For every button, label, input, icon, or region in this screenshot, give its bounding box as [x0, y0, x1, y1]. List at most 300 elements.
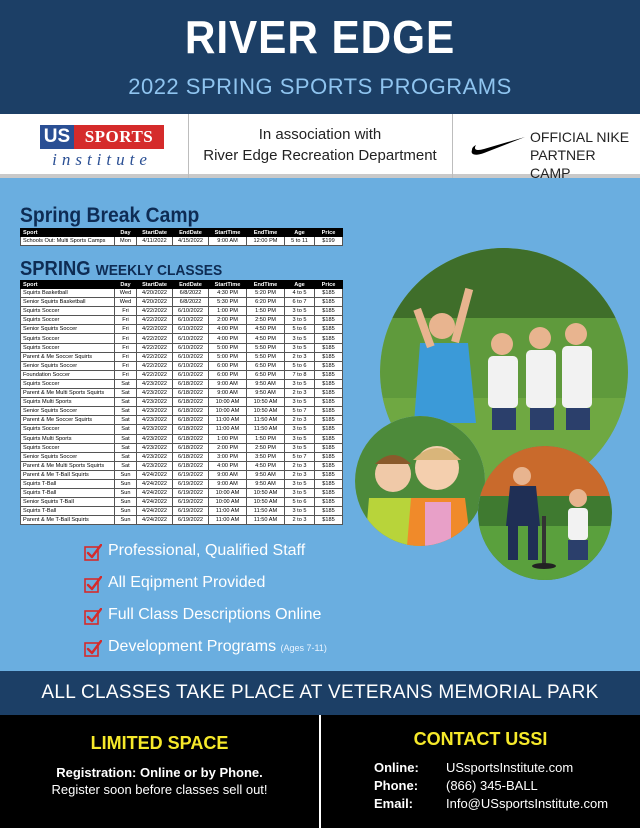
table-cell: 9:00 AM — [209, 389, 247, 398]
table-cell: Squirts T-Ball — [21, 479, 115, 488]
email-link[interactable]: Info@USsportsInstitute.com — [446, 796, 609, 811]
table-cell: 6/10/2022 — [173, 361, 209, 370]
contact-email-label: Email: — [374, 796, 414, 811]
table-cell: 5 to 7 — [285, 407, 315, 416]
logo-sports-text: SPORTS — [74, 125, 164, 149]
checkbox-check-icon — [84, 608, 102, 626]
table-cell: Senior Squirts Soccer — [21, 407, 115, 416]
tball-coaching-illustration — [478, 446, 612, 580]
table-row — [21, 379, 343, 388]
table-cell: 4/23/2022 — [137, 461, 173, 470]
band-divider — [188, 114, 189, 178]
contact-phone-label: Phone: — [374, 778, 419, 793]
table-row — [21, 425, 343, 434]
logo-institute-text: institute — [52, 150, 152, 169]
column-header: StartDate — [137, 281, 173, 289]
table-cell: 10:00 AM — [209, 489, 247, 498]
column-header: EndDate — [173, 281, 209, 289]
table-cell: $185 — [315, 425, 343, 434]
table-cell: 2 to 3 — [285, 470, 315, 479]
table-cell: 4/23/2022 — [137, 416, 173, 425]
table-cell: 4/23/2022 — [137, 398, 173, 407]
weekly-table-body — [21, 289, 343, 525]
table-cell: 6/8/2022 — [173, 289, 209, 298]
table-cell: 4/24/2022 — [137, 498, 173, 507]
table-cell: 6/19/2022 — [173, 507, 209, 516]
table-row — [21, 489, 343, 498]
table-cell: 10:00 AM — [209, 398, 247, 407]
table-cell: 4/11/2022 — [137, 237, 173, 246]
table-cell: Fri — [115, 307, 137, 316]
table-cell: 4/23/2022 — [137, 452, 173, 461]
table-cell: 4/22/2022 — [137, 325, 173, 334]
table-row — [21, 434, 343, 443]
table-cell: Sat — [115, 461, 137, 470]
table-cell: Squirts T-Ball — [21, 489, 115, 498]
column-header: Age — [285, 281, 315, 289]
table-cell: Senior Squirts Basketball — [21, 298, 115, 307]
table-cell: Squirts T-Ball — [21, 507, 115, 516]
logo-us-text: US — [40, 125, 74, 149]
table-cell: 3 to 5 — [285, 334, 315, 343]
tball-coaching-photo — [478, 446, 612, 580]
table-cell: 6/18/2022 — [173, 379, 209, 388]
table-cell: 6/18/2022 — [173, 398, 209, 407]
table-cell: 5 to 6 — [285, 325, 315, 334]
camp-section-title: Spring Break Camp — [20, 204, 200, 227]
table-cell: 5:00 PM — [209, 352, 247, 361]
table-cell: 6/19/2022 — [173, 498, 209, 507]
table-cell: Sun — [115, 489, 137, 498]
table-cell: 5 to 7 — [285, 452, 315, 461]
table-row — [21, 516, 343, 525]
table-cell: 4/20/2022 — [137, 289, 173, 298]
table-cell: 4:00 PM — [209, 334, 247, 343]
table-cell: 4/24/2022 — [137, 489, 173, 498]
nike-swoosh-icon — [470, 134, 526, 156]
table-cell: Sun — [115, 470, 137, 479]
table-cell: 5:50 PM — [247, 352, 285, 361]
table-cell: 3 to 5 — [285, 479, 315, 488]
table-cell: Fri — [115, 361, 137, 370]
feature-text: Development Programs — [108, 638, 277, 655]
table-cell: Sat — [115, 398, 137, 407]
table-row — [21, 407, 343, 416]
table-cell: $185 — [315, 452, 343, 461]
table-cell: Sat — [115, 389, 137, 398]
feature-note: (Ages 7-11) — [280, 643, 327, 653]
table-cell: 1:50 PM — [247, 434, 285, 443]
table-cell: $185 — [315, 398, 343, 407]
table-cell: 12:00 PM — [247, 237, 285, 246]
table-cell: $185 — [315, 361, 343, 370]
table-cell: Squirts Soccer — [21, 343, 115, 352]
page-title: RIVER EDGE — [184, 11, 456, 63]
header — [0, 0, 640, 114]
table-cell: 6/18/2022 — [173, 461, 209, 470]
table-cell: 4/24/2022 — [137, 516, 173, 525]
table-cell: $185 — [315, 316, 343, 325]
camp-table-header — [21, 229, 343, 237]
table-cell: 4/23/2022 — [137, 379, 173, 388]
column-header: EndTime — [247, 281, 285, 289]
table-cell: $185 — [315, 334, 343, 343]
table-cell: 6/18/2022 — [173, 416, 209, 425]
table-row — [21, 452, 343, 461]
feature-text: Professional, Qualified Staff — [108, 542, 306, 559]
table-cell: 4:30 PM — [209, 289, 247, 298]
table-cell: Senior Squirts Soccer — [21, 361, 115, 370]
table-cell: 5 to 6 — [285, 498, 315, 507]
table-cell: 11:50 AM — [247, 507, 285, 516]
table-cell: $185 — [315, 407, 343, 416]
association-line-2: River Edge Recreation Department — [203, 147, 437, 164]
table-cell: Senior Squirts Soccer — [21, 452, 115, 461]
table-cell: 4/24/2022 — [137, 507, 173, 516]
table-cell: 6/10/2022 — [173, 307, 209, 316]
table-row — [21, 443, 343, 452]
table-row — [21, 461, 343, 470]
table-cell: $185 — [315, 516, 343, 525]
table-cell: Wed — [115, 289, 137, 298]
table-cell: Mon — [115, 237, 137, 246]
table-cell: 6/18/2022 — [173, 389, 209, 398]
table-cell: 3 to 5 — [285, 489, 315, 498]
table-cell: Parent & Me T-Ball Squirts — [21, 470, 115, 479]
table-cell: 3 to 5 — [285, 425, 315, 434]
table-cell: 2 to 3 — [285, 461, 315, 470]
table-cell: 3:50 PM — [247, 452, 285, 461]
table-cell: Squirts Multi Sports — [21, 434, 115, 443]
table-cell: 4:50 PM — [247, 325, 285, 334]
column-header: EndTime — [247, 229, 285, 237]
table-cell: 9:00 AM — [209, 479, 247, 488]
feature-item — [84, 542, 384, 566]
table-cell: 5 to 6 — [285, 361, 315, 370]
table-cell: 4/23/2022 — [137, 434, 173, 443]
table-cell: 6/19/2022 — [173, 516, 209, 525]
table-cell: 6:50 PM — [247, 361, 285, 370]
table-cell: 7 to 8 — [285, 370, 315, 379]
table-cell: Squirts Soccer — [21, 316, 115, 325]
table-row — [21, 298, 343, 307]
contact-phone — [374, 778, 634, 796]
table-cell: 6/10/2022 — [173, 316, 209, 325]
table-row — [21, 316, 343, 325]
table-cell: 6/19/2022 — [173, 479, 209, 488]
table-cell: Fri — [115, 343, 137, 352]
table-cell: 6:50 PM — [247, 370, 285, 379]
table-row — [21, 507, 343, 516]
contact-online-label: Online: — [374, 760, 419, 775]
table-row — [21, 343, 343, 352]
checkbox-check-icon — [84, 544, 102, 562]
table-row — [21, 289, 343, 298]
table-row — [21, 237, 343, 246]
table-cell: 4:50 PM — [247, 334, 285, 343]
contact-email — [374, 796, 634, 814]
table-cell: Schools Out: Multi Sports Camps — [21, 237, 115, 246]
table-row — [21, 416, 343, 425]
table-cell: 10:00 AM — [209, 407, 247, 416]
table-cell: 6/18/2022 — [173, 425, 209, 434]
table-cell: 11:50 AM — [247, 516, 285, 525]
table-cell: 11:50 AM — [247, 416, 285, 425]
table-cell: $185 — [315, 389, 343, 398]
table-cell: 3 to 5 — [285, 443, 315, 452]
column-header: Sport — [21, 229, 115, 237]
table-cell: Sat — [115, 425, 137, 434]
table-cell: 11:00 AM — [209, 416, 247, 425]
table-cell: Sun — [115, 516, 137, 525]
table-cell: 4/22/2022 — [137, 343, 173, 352]
table-row — [21, 361, 343, 370]
feature-label — [108, 542, 305, 560]
table-cell: 10:50 AM — [247, 498, 285, 507]
registration-text: Registration: Online or by Phone. — [56, 765, 263, 780]
feature-text: All Eqipment Provided — [108, 574, 266, 591]
table-cell: 4/20/2022 — [137, 298, 173, 307]
column-header: StartTime — [209, 229, 247, 237]
table-cell: 4/23/2022 — [137, 443, 173, 452]
table-cell: 1:50 PM — [247, 307, 285, 316]
table-cell: Sat — [115, 443, 137, 452]
table-cell: Squirts Multi Sports — [21, 398, 115, 407]
table-cell: 10:50 AM — [247, 398, 285, 407]
table-cell: 2 to 3 — [285, 516, 315, 525]
table-cell: Senior Squirts T-Ball — [21, 498, 115, 507]
table-cell: Sat — [115, 434, 137, 443]
table-cell: 4/22/2022 — [137, 352, 173, 361]
table-cell: 2 to 3 — [285, 389, 315, 398]
table-cell: 4/22/2022 — [137, 361, 173, 370]
limited-space-heading: LIMITED SPACE — [90, 733, 229, 753]
column-header: Day — [115, 229, 137, 237]
table-cell: 6/10/2022 — [173, 334, 209, 343]
table-cell: 9:50 AM — [247, 389, 285, 398]
table-cell: 4/24/2022 — [137, 470, 173, 479]
table-cell: 10:50 AM — [247, 489, 285, 498]
table-cell: 1:00 PM — [209, 434, 247, 443]
table-row — [21, 389, 343, 398]
table-cell: 6/10/2022 — [173, 352, 209, 361]
nike-line-2: PARTNER CAMP — [530, 147, 596, 181]
table-cell: 2:00 PM — [209, 316, 247, 325]
table-cell: 9:50 AM — [247, 479, 285, 488]
table-cell: 6 to 7 — [285, 298, 315, 307]
checkbox-check-icon — [84, 640, 102, 658]
website-link[interactable]: USsportsInstitute.com — [446, 760, 574, 775]
table-cell: Squirts Basketball — [21, 289, 115, 298]
column-header: StartDate — [137, 229, 173, 237]
table-cell: Parent & Me T-Ball Squirts — [21, 516, 115, 525]
table-cell: $185 — [315, 489, 343, 498]
table-cell: 6/18/2022 — [173, 434, 209, 443]
feature-item — [84, 574, 384, 598]
band-divider — [452, 114, 453, 178]
table-cell: $185 — [315, 498, 343, 507]
camp-schedule-table — [20, 228, 343, 246]
column-header: Sport — [21, 281, 115, 289]
column-header: Price — [315, 281, 343, 289]
table-cell: 4/24/2022 — [137, 479, 173, 488]
table-cell: 4:00 PM — [209, 461, 247, 470]
table-cell: 6/8/2022 — [173, 298, 209, 307]
column-header: Day — [115, 281, 137, 289]
table-cell: Fri — [115, 370, 137, 379]
table-cell: Fri — [115, 334, 137, 343]
table-cell: 6/10/2022 — [173, 343, 209, 352]
feature-item — [84, 606, 384, 630]
table-cell: 10:00 AM — [209, 498, 247, 507]
weekly-schedule-table — [20, 280, 343, 525]
table-cell: 4/23/2022 — [137, 425, 173, 434]
table-cell: $185 — [315, 325, 343, 334]
table-cell: Parent & Me Multi Sports Squirts — [21, 389, 115, 398]
table-cell: Sat — [115, 379, 137, 388]
us-sports-institute-logo — [40, 125, 164, 169]
table-cell: 3 to 5 — [285, 343, 315, 352]
table-row — [21, 370, 343, 379]
table-cell: 9:00 AM — [209, 237, 247, 246]
column-header: StartTime — [209, 281, 247, 289]
table-cell: 4 to 5 — [285, 289, 315, 298]
table-cell: 6/18/2022 — [173, 443, 209, 452]
table-cell: Sun — [115, 498, 137, 507]
column-header: Age — [285, 229, 315, 237]
weekly-title-big: SPRING — [20, 258, 91, 280]
table-cell: 2:50 PM — [247, 443, 285, 452]
camp-table-body — [21, 237, 343, 246]
girls-laughing-photo — [355, 416, 485, 546]
table-cell: 6/19/2022 — [173, 489, 209, 498]
table-cell: Sun — [115, 479, 137, 488]
table-cell: Fri — [115, 325, 137, 334]
table-cell: $185 — [315, 461, 343, 470]
table-cell: Wed — [115, 298, 137, 307]
weekly-title-small: WEEKLY CLASSES — [95, 262, 223, 279]
table-cell: Parent & Me Multi Sports Squirts — [21, 461, 115, 470]
table-row — [21, 352, 343, 361]
table-cell: Squirts Soccer — [21, 334, 115, 343]
table-cell: 5 to 11 — [285, 237, 315, 246]
girls-laughing-illustration — [355, 416, 485, 546]
feature-item — [84, 638, 384, 662]
checkbox-check-icon — [84, 576, 102, 594]
phone-link[interactable]: (866) 345-BALL — [446, 778, 538, 793]
table-cell: Sat — [115, 407, 137, 416]
column-header: EndDate — [173, 229, 209, 237]
association-text — [200, 124, 440, 166]
table-cell: 5:00 PM — [209, 343, 247, 352]
feature-label — [108, 606, 321, 624]
table-cell: 5:20 PM — [247, 289, 285, 298]
table-cell: 5:50 PM — [247, 343, 285, 352]
table-cell: 6/18/2022 — [173, 452, 209, 461]
column-header: Price — [315, 229, 343, 237]
table-cell: 6/19/2022 — [173, 470, 209, 479]
table-cell: 4/22/2022 — [137, 370, 173, 379]
footer — [0, 715, 640, 828]
venue-banner: ALL CLASSES TAKE PLACE AT VETERANS MEMORIAL PARK — [0, 671, 640, 715]
table-cell: Sat — [115, 452, 137, 461]
table-cell: 10:50 AM — [247, 407, 285, 416]
table-cell: Squirts Soccer — [21, 443, 115, 452]
table-cell: Fri — [115, 316, 137, 325]
table-row — [21, 470, 343, 479]
table-cell: 4:00 PM — [209, 325, 247, 334]
table-cell: Sat — [115, 416, 137, 425]
table-cell: 6/10/2022 — [173, 325, 209, 334]
table-cell: Squirts Soccer — [21, 307, 115, 316]
table-cell: 6:00 PM — [209, 370, 247, 379]
table-row — [21, 479, 343, 488]
partner-band — [0, 114, 640, 181]
table-cell: Senior Squirts Soccer — [21, 325, 115, 334]
table-cell: $185 — [315, 298, 343, 307]
table-cell: $199 — [315, 237, 343, 246]
feature-label — [108, 638, 327, 656]
table-cell: 3 to 5 — [285, 398, 315, 407]
table-row — [21, 398, 343, 407]
table-cell: $185 — [315, 416, 343, 425]
table-cell: 9:50 AM — [247, 379, 285, 388]
table-cell: $185 — [315, 470, 343, 479]
table-cell: $185 — [315, 507, 343, 516]
association-line-1: In association with — [258, 126, 382, 143]
table-cell: Sun — [115, 507, 137, 516]
table-cell: 4/22/2022 — [137, 307, 173, 316]
table-row — [21, 307, 343, 316]
table-cell: 3 to 5 — [285, 379, 315, 388]
contact-online — [374, 760, 634, 778]
table-cell: 3:00 PM — [209, 452, 247, 461]
table-cell: 2 to 3 — [285, 352, 315, 361]
table-cell: Parent & Me Soccer Squirts — [21, 416, 115, 425]
feature-text: Full Class Descriptions Online — [108, 606, 322, 623]
table-cell: 3 to 5 — [285, 507, 315, 516]
table-cell: 4/22/2022 — [137, 316, 173, 325]
table-cell: $185 — [315, 479, 343, 488]
table-cell: 2:00 PM — [209, 443, 247, 452]
register-note: Register soon before classes sell out! — [51, 782, 268, 797]
table-cell: $185 — [315, 307, 343, 316]
table-cell: 11:00 AM — [209, 425, 247, 434]
table-cell: $185 — [315, 434, 343, 443]
table-cell: $185 — [315, 379, 343, 388]
table-cell: 11:00 AM — [209, 507, 247, 516]
table-cell: $185 — [315, 343, 343, 352]
table-cell: 3 to 5 — [285, 307, 315, 316]
table-row — [21, 498, 343, 507]
nike-partner-text — [530, 128, 630, 182]
table-cell: 3 to 5 — [285, 316, 315, 325]
table-cell: 4/22/2022 — [137, 334, 173, 343]
table-cell: 6:00 PM — [209, 361, 247, 370]
table-row — [21, 325, 343, 334]
feature-label — [108, 574, 265, 592]
table-cell: 1:00 PM — [209, 307, 247, 316]
table-cell: $185 — [315, 443, 343, 452]
table-cell: $185 — [315, 370, 343, 379]
table-cell: Parent & Me Soccer Squirts — [21, 352, 115, 361]
table-cell: Squirts Soccer — [21, 379, 115, 388]
table-cell: 4/23/2022 — [137, 389, 173, 398]
table-cell: 6/18/2022 — [173, 407, 209, 416]
table-cell: 4/15/2022 — [173, 237, 209, 246]
weekly-section-title — [20, 258, 222, 281]
table-row — [21, 334, 343, 343]
